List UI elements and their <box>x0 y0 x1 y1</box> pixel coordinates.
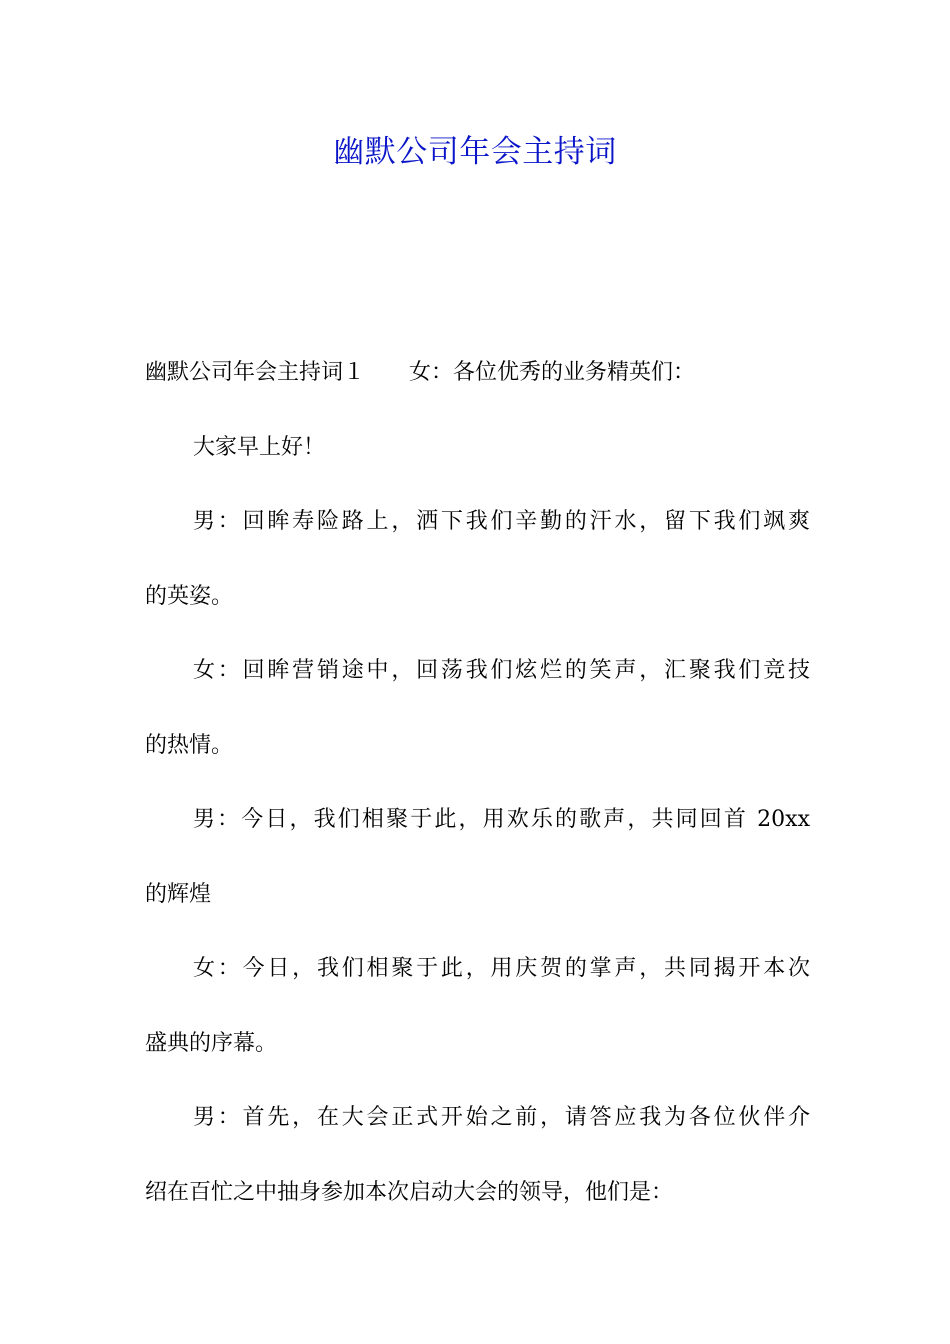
paragraph-line: 男：回眸寿险路上，洒下我们辛勤的汗水，留下我们飒爽 <box>193 509 810 534</box>
paragraph-line: 女：今日，我们相聚于此，用庆贺的掌声，共同揭开本次 <box>193 956 810 981</box>
paragraph-line: 女：回眸营销途中，回荡我们炫烂的笑声，汇聚我们竞技 <box>193 658 810 683</box>
paragraph-line: 的英姿。 <box>145 583 234 609</box>
paragraph-line: 大家早上好！ <box>193 434 326 460</box>
section-heading: 幽默公司年会主持词１ <box>145 360 366 385</box>
document-title: 幽默公司年会主持词 <box>333 134 617 170</box>
paragraph-line: 男：首先，在大会正式开始之前，请答应我为各位伙伴介 <box>193 1105 810 1130</box>
paragraph-line: 绍在百忙之中抽身参加本次启动大会的领导，他们是： <box>145 1179 674 1205</box>
paragraph-line: 的热情。 <box>145 732 234 758</box>
female-host-greeting: 女：各位优秀的业务精英们： <box>409 360 696 385</box>
paragraph-line: 的辉煌 <box>145 881 212 907</box>
paragraph-line: 男：今日，我们相聚于此，用欢乐的歌声，共同回首 20xx <box>193 807 810 832</box>
paragraph-heading-line <box>145 336 810 411</box>
document-body <box>145 336 810 1230</box>
paragraph-line: 盛典的序幕。 <box>145 1030 278 1056</box>
